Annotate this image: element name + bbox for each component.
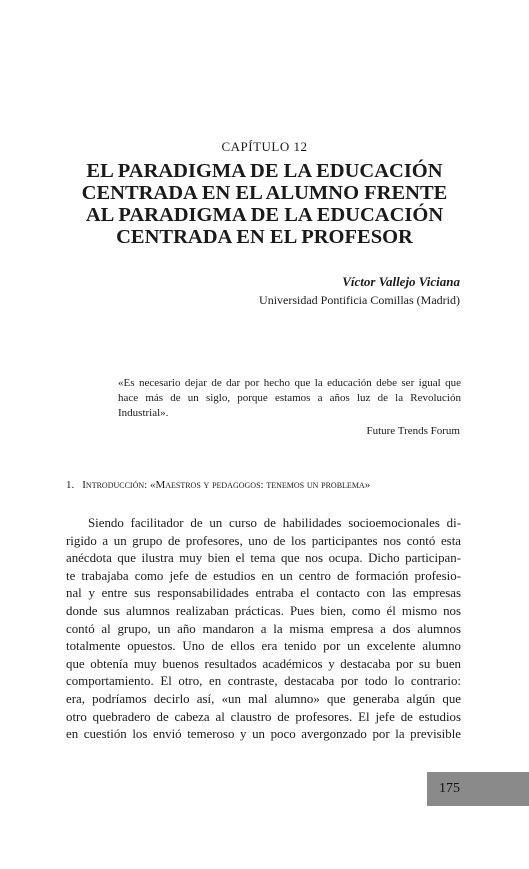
body-line: que obtenía muy buenos resultados académicos y destacaba por su buen	[66, 656, 461, 671]
body-line: totalmente opuestos. Uno de ellos era tenido por un excelente alumno	[66, 639, 461, 654]
body-line: rigido a un grupo de profesores, uno de los participantes nos contó esta	[66, 533, 461, 548]
body-line: era, podríamos decirlo así, «un mal alumno» que generaba algún que	[66, 691, 461, 706]
epigraph-source: Future Trends Forum	[366, 425, 460, 437]
chapter-title-line: EL PARADIGMA DE LA EDUCACIÓN	[86, 160, 443, 182]
body-line: nal y entre sus responsabilidades entraba el contacto con las empresas	[66, 586, 461, 601]
body-line: otro quebradero de cabeza al claustro de profesores. El jefe de estudios	[66, 709, 461, 724]
section-heading	[66, 479, 466, 491]
section-number: 1.	[66, 479, 75, 491]
body-line: contó al grupo, un año mandaron a la misma empresa a dos alumnos	[66, 621, 461, 636]
chapter-title	[40, 160, 489, 248]
chapter-title-line: CENTRADA EN EL ALUMNO FRENTE	[81, 182, 448, 204]
body-line: en cuestión los envió temeroso y un poco avergonzado por la previsible	[66, 727, 461, 742]
page-number: 175	[439, 781, 460, 796]
body-line: anécdota que ilustra muy bien el tema que nos ocupa. Dicho participan-	[66, 551, 461, 566]
author-affiliation: Universidad Pontificia Comillas (Madrid)	[259, 293, 460, 307]
body-line: te trabajaba como jefe de estudios en un centro de formación profesio-	[66, 568, 461, 583]
body-paragraph	[66, 515, 461, 744]
body-line: donde sus alumnos realizaban prácticas. Pues bien, como él mismo nos	[66, 603, 461, 618]
author-name: Víctor Vallejo Viciana	[342, 274, 460, 289]
chapter-label: CAPÍTULO 12	[221, 139, 308, 154]
page-number-tab	[427, 772, 529, 806]
chapter-title-line: AL PARADIGMA DE LA EDUCACIÓN	[85, 204, 444, 226]
section-title: Introducción: «Maestros y pedagogos: tenemos un problema»	[82, 479, 371, 491]
epigraph-quote: «Es necesario dejar de dar por hecho que la educación debe ser igual que hace más de un siglo, porque estamos a años luz de la Revolución Industrial».	[118, 377, 461, 419]
chapter-title-line: CENTRADA EN EL PROFESOR	[116, 226, 413, 248]
body-line: comportamiento. El otro, en contraste, destacaba por todo lo contrario:	[66, 674, 461, 689]
body-line: Siendo facilitador de un curso de habilidades socioemocionales di-	[88, 516, 461, 530]
